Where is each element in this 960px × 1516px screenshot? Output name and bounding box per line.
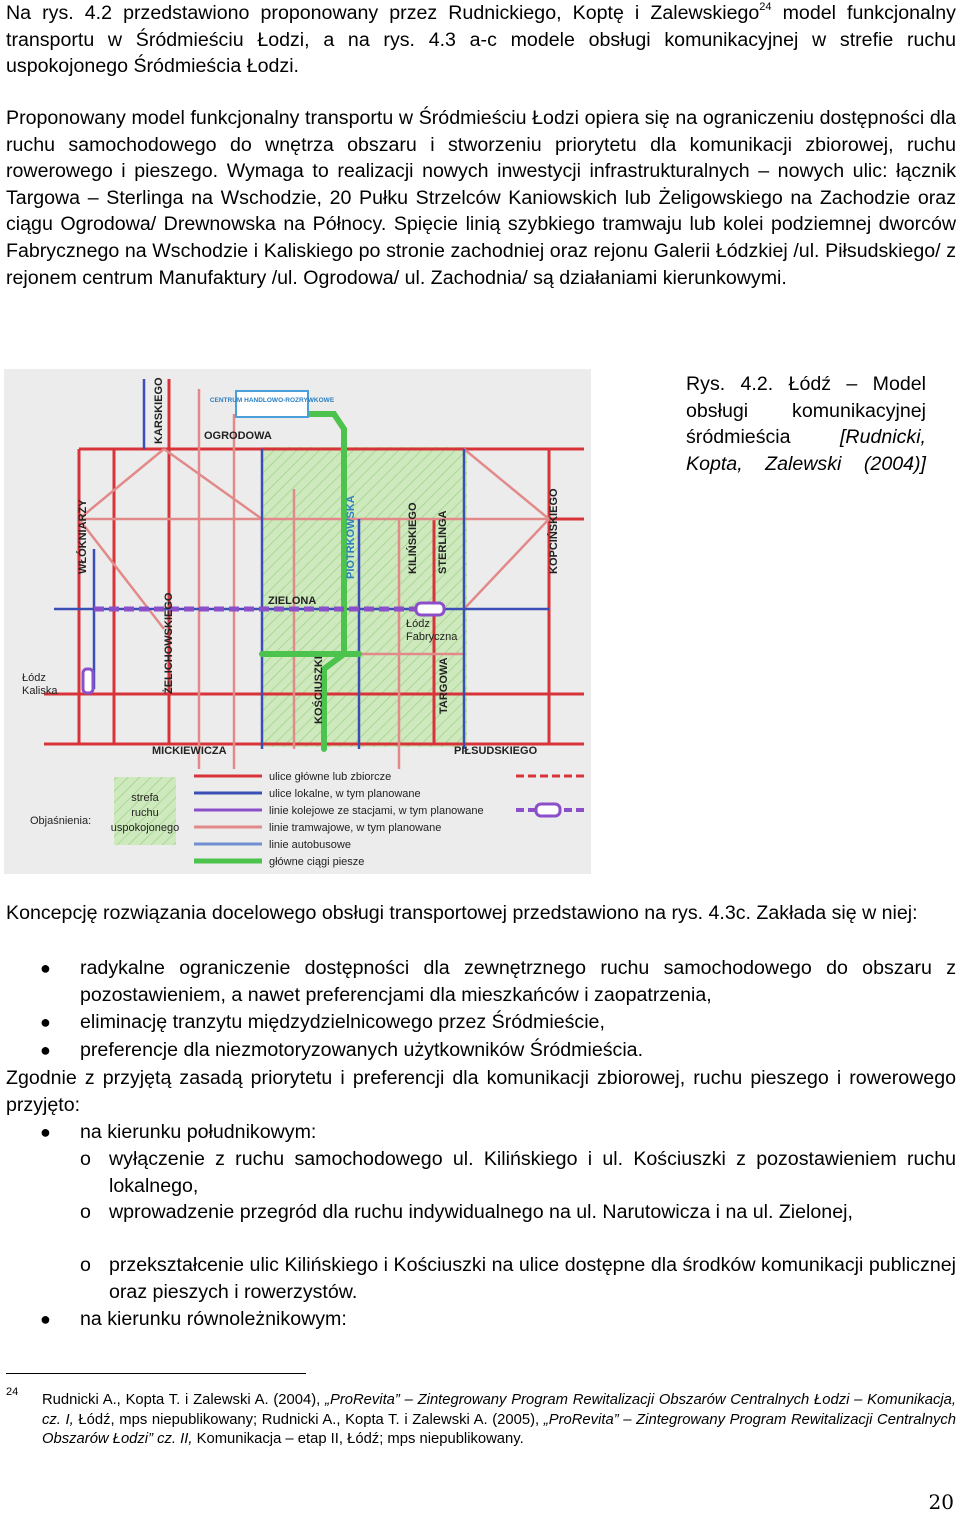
kopcinskiego-label: KOPCIŃSKIEGO [548,488,560,574]
wlokniarzy-label: WŁÓKNIARZY [77,499,89,574]
model-paragraph: Proponowany model funkcjonalny transportu w Śródmieściu Łodzi opiera się na ograniczeniu dostępności dla ruchu samochodowego do wnętrza obszaru i stworzeniu priorytetu dla komunikacji zbiorowej, ruchu rowerowego i pieszego. Wymaga to realizacji nowych inwestycji infrastrukturalnych – nowych ulic: łącznik Targowa – Sterlinga na Wschodzie, 20 Pułku Strzelców Kaniowskich lub Żeligowskiego na Zachodzie oraz ciągu Ogrodowa/ Drewnowska na Północy. Spięcie linią szybkiego tramwaju lub kolei podziemnej dworców Fabrycznego na Wschodzie i Kaliskiego po stronie zachodniej oraz rejonu Galerii Łódzkiej /ul. Piłsudskiego/ z rejonem centrum Manufaktury /ul. Ogrodowa/ ul. Zachodnia/ są działaniami kierunkowymi. [6,107,956,289]
legend-item-5: linie autobusowe [269,839,351,851]
sterlinga-label: STERLINGA [437,510,449,574]
ogrodowa-label: OGRODOWA [204,430,272,442]
bullet-dot: ● [40,1309,51,1329]
legend-zone-2: ruchu [131,807,159,819]
bullet-text: na kierunku równoleżnikowym: [80,1308,347,1330]
bullet-dot: ● [40,1122,51,1142]
footnote-separator [6,1373,306,1374]
legend-item-4: linie tramwajowe, w tym planowane [269,822,442,834]
sub-item-text: wyłączenie z ruchu samochodowego ul. Kilińskiego i ul. Kościuszki z pozostawieniem ruchu lokalnego, [109,1148,956,1197]
legend-zone-1: strefa [131,792,159,804]
fabryczna-label-2: Fabryczna [406,631,458,643]
sub-item-text: wprowadzenie przegród dla ruchu indywidualnego na ul. Narutowicza i na ul. Zielonej, [109,1201,853,1223]
pilsudskiego-label: PIŁSUDSKIEGO [454,745,538,757]
intro-text-1: Na rys. 4.2 przedstawiono proponowany przez Rudnickiego, Koptę i Zalewskiego [6,2,760,24]
footnote-text [42,1391,956,1450]
concept-intro: Koncepcję rozwiązania docelowego obsługi transportowej przedstawiono na rys. 4.3c. Zakłada się w niej: [6,902,918,924]
footnote-ref[interactable]: 24 [759,1,772,13]
zelichowskiego-label: ŻELICHOWSKIEGO [163,592,175,694]
footnote-part-e: Komunikacja – etap II, Łódź; mps niepublikowany. [192,1431,524,1448]
legend-item-6: główne ciągi piesze [269,856,365,868]
centrum-box [236,391,308,417]
footnote-part-b: „ProRevita” – Zintegrowany Program Rewitalizacji Obszarów Centralnych Łodzi – Komunikacja, cz. I, [42,1392,956,1428]
sub-item-marker: o [80,1148,91,1170]
bullet-text: eliminację tranzytu międzydzielnicowego przez Śródmieście, [80,1011,605,1033]
karskiego-label: KARSKIEGO [153,377,165,444]
bullet-dot: ● [40,1012,51,1032]
priority-paragraph: Zgodnie z przyjętą zasadą priorytetu i preferencji dla komunikacji zbiorowej, ruchu pieszego i rowerowego przyjęto: [6,1067,956,1116]
mickiewicza-label: MICKIEWICZA [152,745,227,757]
bullet-text: na kierunku południkowym: [80,1121,317,1143]
legend-title: Objaśnienia: [30,815,92,827]
bullet-dot: ● [40,1040,51,1060]
figure-caption [686,371,926,477]
footnote-part-a: Rudnicki A., Kopta T. i Zalewski A. (2004), [42,1392,326,1408]
transport-model-map [4,369,591,874]
footnote-number: 24 [6,1386,19,1398]
caption-text: Rys. 4.2. Łódź – Model obsługi komunikacyjnej śródmieścia [686,373,926,449]
legend-item-3: linie kolejowe ze stacjami, w tym planowane [269,805,484,817]
sub-item-text: przekształcenie ulic Kilińskiego i Kościuszki na ulice dostępne dla środków komunikacji publicznej oraz pieszych i rowerzystów. [109,1254,956,1303]
bullet-text: radykalne ograniczenie dostępności dla zewnętrznego ruchu samochodowego do obszaru z pozostawieniem, a nawet preferencjami dla mieszkańców i zaopatrzenia, [80,957,956,1006]
targowa-label: TARGOWA [438,657,450,714]
centrum-label: CENTRUM HANDLOWO-ROZRYWKOWE [209,397,335,404]
kosciuszki-label: KOŚCIUSZKI [313,656,325,724]
kaliska-label-2: Kaliska [22,685,58,697]
page-number: 20 [928,1490,954,1514]
sub-item-marker: o [80,1201,91,1223]
caption-source: [Rudnicki, Kopta, Zalewski (2004)] [686,426,926,475]
zielona-label: ZIELONA [268,595,317,607]
rail-station-east [416,603,444,615]
fabryczna-label-1: Łódz [406,618,430,630]
legend-zone-3: uspokojonego [110,822,180,834]
footnote-part-c: Łódź, mps niepublikowany; Rudnicki A., Kopta T. i Zalewski A. (2005), [73,1411,544,1428]
kaliska-label-1: Łódz [22,672,46,684]
footnote-part-d: „ProRevita” – Zintegrowany Program Rewitalizacji Centralnych Obszarów Łodzi” cz. II, [42,1411,956,1448]
rail-station-west [83,669,93,693]
bullet-text: preferencje dla niezmotoryzowanych użytkowników Śródmieścia. [80,1039,644,1061]
intro-text-2: model funkcjonalny transportu w Śródmieściu Łodzi, a na rys. 4.3 a-c modele obsługi komunikacyjnej w strefie ruchu uspokojonego Śródmieścia Łodzi. [6,2,956,78]
legend-item-2: ulice lokalne, w tym planowane [269,788,421,800]
sub-item-marker: o [80,1254,91,1276]
bullet-dot: ● [40,958,51,978]
kilinskiego-label: KILIŃSKIEGO [407,502,419,574]
intro-paragraph [6,0,956,80]
piotrkowska-label: PIOTRKOWSKA [345,495,357,579]
legend-item-1: ulice główne lub zbiorcze [269,771,392,783]
